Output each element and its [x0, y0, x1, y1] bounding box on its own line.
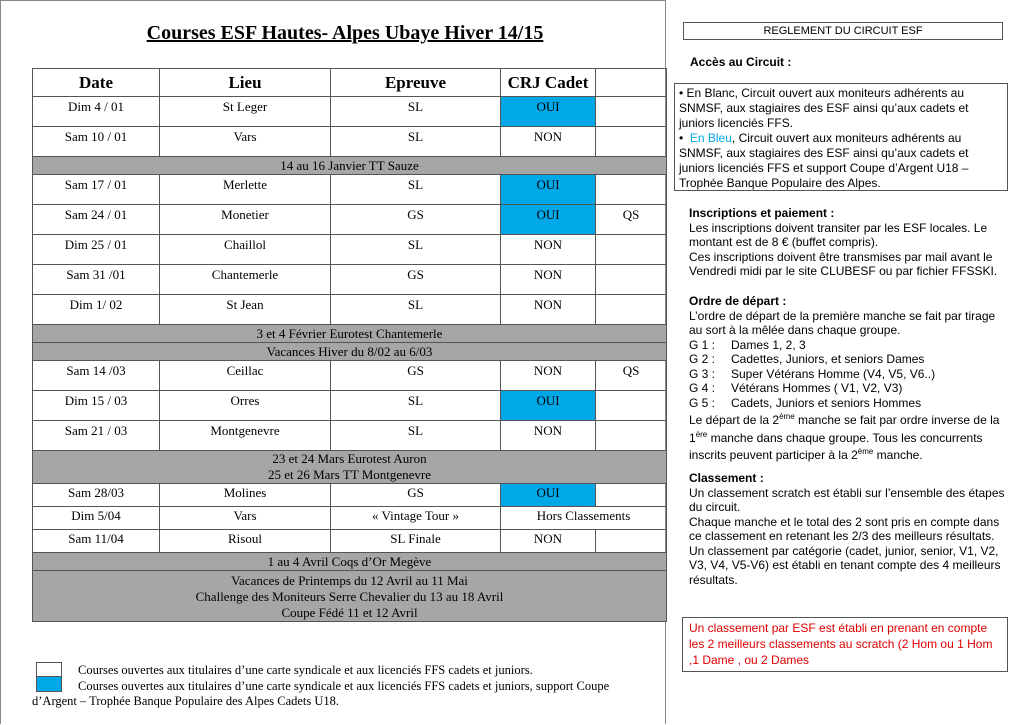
inscriptions-title: Inscriptions et paiement :	[689, 206, 835, 220]
band-cell	[33, 553, 667, 571]
table-row	[33, 421, 667, 451]
band-cell	[33, 451, 667, 484]
cell-epreuve: SL Finale	[331, 530, 501, 553]
group-description: Dames 1, 2, 3	[731, 337, 806, 352]
band-cell	[33, 571, 667, 622]
cell-epreuve: GS	[331, 361, 501, 391]
ordre-text-1: L’ordre de départ de la première manche se fait par tirage au sort à la mêlée dans chaque groupe.	[689, 308, 996, 337]
ordre-text-2: Le départ de la 2ème manche se fait par ordre inverse de la 1ère manche dans chaque groupe. Tous les concurrents inscrits peuvent participer à la 2ème manche.	[689, 412, 1000, 462]
table-row	[33, 265, 667, 295]
table-header	[33, 69, 667, 97]
cell-crj-cadet: NON	[501, 235, 596, 265]
group-description: Cadets, Juniors et seniors Hommes	[731, 395, 922, 410]
table-row	[33, 530, 667, 553]
cell-crj-cadet: NON	[501, 295, 596, 325]
table-row	[33, 484, 667, 507]
cell-crj-cadet: OUI	[501, 391, 596, 421]
group-label: G 2 :	[689, 352, 716, 366]
header-epreuve: Epreuve	[331, 69, 501, 97]
table-row	[33, 235, 667, 265]
cell-epreuve: SL	[331, 97, 501, 127]
classement-text-1: Un classement scratch est établi sur l’ensemble des étapes du circuit.	[689, 485, 1005, 514]
cell-crj-cadet: NON	[501, 530, 596, 553]
cell-crj-cadet: OUI	[501, 97, 596, 127]
cell-extra: QS	[596, 361, 667, 391]
cell-date: Dim 1/ 02	[33, 295, 160, 325]
cell-lieu: Risoul	[160, 530, 331, 553]
esf-ranking-note: Un classement par ESF est établi en prenant en compte les 2 meilleurs classements au scratch (2 Hom ou 1 Hom ,1 Dame , ou 2 Dames	[682, 617, 1008, 672]
page-title: Courses ESF Hautes- Alpes Ubaye Hiver 14/15	[146, 22, 544, 44]
table-row	[33, 175, 667, 205]
cell-epreuve: GS	[331, 205, 501, 235]
cell-epreuve: SL	[331, 295, 501, 325]
cell-crj-cadet: OUI	[501, 205, 596, 235]
table-band-row	[33, 571, 667, 622]
acces-item-white: • En Blanc, Circuit ouvert aux moniteurs adhérents au SNMSF, aux stagiaires des ESF ainsi qu’aux cadets et juniors licenciés FFS.	[679, 86, 969, 130]
cell-lieu: Molines	[160, 484, 331, 507]
rules-title: REGLEMENT DU CIRCUIT ESF	[683, 22, 1003, 40]
cell-date: Dim 25 / 01	[33, 235, 160, 265]
table-row	[33, 97, 667, 127]
table-row	[33, 391, 667, 421]
cell-lieu: St Jean	[160, 295, 331, 325]
cell-crj-cadet: NON	[501, 127, 596, 157]
cell-lieu: St Leger	[160, 97, 331, 127]
table-row	[33, 127, 667, 157]
cell-date: Dim 4 / 01	[33, 97, 160, 127]
cell-epreuve: SL	[331, 391, 501, 421]
cell-epreuve: GS	[331, 265, 501, 295]
cell-epreuve: SL	[331, 421, 501, 451]
group-description: Vétérans Hommes ( V1, V2, V3)	[731, 381, 903, 395]
cell-extra	[596, 265, 667, 295]
band-cell	[33, 325, 667, 343]
group-description: Cadettes, Juniors, et seniors Dames	[731, 352, 925, 366]
inscriptions-text-2: Ces inscriptions doivent être transmises par mail avant le Vendredi midi par le site CLUBESF ou par fichier FFSSKI.	[689, 249, 998, 278]
legend-blue-text: Courses ouvertes aux titulaires d’une carte syndicale et aux licenciés FFS cadets et juniors, support Coupe	[78, 679, 610, 693]
band-cell	[33, 343, 667, 361]
cell-date: Sam 31 /01	[33, 265, 160, 295]
table-row	[33, 361, 667, 391]
table-band-row	[33, 451, 667, 484]
cell-lieu: Vars	[160, 127, 331, 157]
group-item	[689, 338, 1009, 353]
band-cell	[33, 157, 667, 175]
cell-extra: QS	[596, 205, 667, 235]
cell-epreuve: SL	[331, 127, 501, 157]
cell-lieu: Orres	[160, 391, 331, 421]
band-text: Challenge des Moniteurs Serre Chevalier du 13 au 18 Avril	[195, 589, 504, 604]
cell-date: Sam 21 / 03	[33, 421, 160, 451]
cell-epreuve: SL	[331, 235, 501, 265]
cell-lieu: Monetier	[160, 205, 331, 235]
classement-text-3: Un classement par catégorie (cadet, junior, senior, V1, V2, V3, V4, V5-V6) est établi en tenant compte des 4 meilleurs résultats.	[689, 543, 1001, 587]
cell-epreuve: « Vintage Tour »	[331, 507, 501, 530]
group-item	[689, 367, 1009, 382]
cell-lieu: Vars	[160, 507, 331, 530]
acces-title: Accès au Circuit :	[690, 55, 792, 69]
cell-date: Sam 28/03	[33, 484, 160, 507]
header-crj-cadet: CRJ Cadet	[501, 69, 596, 97]
classement-section	[689, 471, 1009, 587]
header-date: Date	[33, 69, 160, 97]
table-band-row	[33, 157, 667, 175]
table-band-row	[33, 325, 667, 343]
table-band-row	[33, 553, 667, 571]
cell-crj-cadet: OUI	[501, 484, 596, 507]
group-description: Super Vétérans Homme (V4, V5, V6..)	[731, 366, 936, 381]
cell-crj-cadet: NON	[501, 421, 596, 451]
cell-lieu: Montgenevre	[160, 421, 331, 451]
legend-blue-swatch	[36, 676, 62, 692]
cell-extra	[596, 235, 667, 265]
cell-extra	[596, 175, 667, 205]
cell-date: Sam 10 / 01	[33, 127, 160, 157]
cell-date: Dim 5/04	[33, 507, 160, 530]
legend-white-text: Courses ouvertes aux titulaires d’une carte syndicale et aux licenciés FFS cadets et juniors.	[78, 663, 533, 677]
band-text: Vacances de Printemps du 12 Avril au 11 Mai	[231, 573, 468, 588]
group-label: G 1 :	[689, 337, 716, 352]
ordre-title: Ordre de départ :	[689, 294, 787, 308]
cell-extra	[596, 421, 667, 451]
inscriptions-section	[689, 206, 1009, 279]
cell-crj-cadet: NON	[501, 265, 596, 295]
table-row	[33, 205, 667, 235]
cell-lieu: Ceillac	[160, 361, 331, 391]
acces-box	[674, 83, 1008, 191]
inscriptions-text-1: Les inscriptions doivent transiter par les ESF locales. Le montant est de 8 € (buffet compris).	[689, 220, 988, 249]
cell-crj-cadet: Hors Classements	[501, 507, 667, 530]
cell-date: Sam 11/04	[33, 530, 160, 553]
cell-date: Dim 15 / 03	[33, 391, 160, 421]
cell-extra	[596, 295, 667, 325]
cell-lieu: Chaillol	[160, 235, 331, 265]
band-text: Coupe Fédé 11 et 12 Avril	[281, 605, 418, 620]
group-label: G 3 :	[689, 366, 716, 381]
group-label: G 5 :	[689, 395, 716, 410]
band-text: 3 et 4 Février Eurotest Chantemerle	[256, 325, 443, 341]
band-text: Vacances Hiver du 8/02 au 6/03	[266, 343, 433, 359]
band-text: 25 et 26 Mars TT Montgenevre	[267, 467, 432, 482]
table-row	[33, 295, 667, 325]
classement-title: Classement :	[689, 471, 764, 485]
group-item	[689, 396, 1009, 411]
cell-extra	[596, 391, 667, 421]
classement-text-2: Chaque manche et le total des 2 sont pris en compte dans ce classement en retenant les 2/3 des meilleurs résultats.	[689, 514, 1000, 543]
header-extra	[596, 69, 667, 97]
cell-extra	[596, 127, 667, 157]
band-text: 14 au 16 Janvier TT Sauze	[280, 157, 419, 173]
cell-lieu: Chantemerle	[160, 265, 331, 295]
cell-extra	[596, 97, 667, 127]
legend-blue-text-cont: d’Argent – Trophée Banque Populaire des Alpes Cadets U18.	[32, 694, 340, 708]
cell-epreuve: SL	[331, 175, 501, 205]
table-row	[33, 507, 667, 530]
ordre-section	[689, 294, 1009, 463]
acces-item-blue: • En Bleu, Circuit ouvert aux moniteurs adhérents au SNMSF, aux stagiaires des ESF ainsi qu’aux cadets et juniors licenciés FFS et support Coupe d’Argent U18 – Trophée Banque Populaire des Alpes.	[679, 131, 969, 190]
cell-extra	[596, 484, 667, 507]
table-band-row	[33, 343, 667, 361]
cell-epreuve: GS	[331, 484, 501, 507]
schedule-table	[32, 68, 667, 622]
group-label: G 4 :	[689, 381, 716, 395]
cell-date: Sam 14 /03	[33, 361, 160, 391]
group-item	[689, 352, 1009, 367]
header-lieu: Lieu	[160, 69, 331, 97]
groups-list	[689, 338, 1009, 411]
group-item	[689, 381, 1009, 396]
cell-lieu: Merlette	[160, 175, 331, 205]
cell-crj-cadet: OUI	[501, 175, 596, 205]
cell-crj-cadet: NON	[501, 361, 596, 391]
cell-date: Sam 17 / 01	[33, 175, 160, 205]
cell-date: Sam 24 / 01	[33, 205, 160, 235]
band-text: 1 au 4 Avril Coqs d’Or Megève	[267, 553, 432, 569]
band-text: 23 et 24 Mars Eurotest Auron	[272, 451, 427, 466]
cell-extra	[596, 530, 667, 553]
